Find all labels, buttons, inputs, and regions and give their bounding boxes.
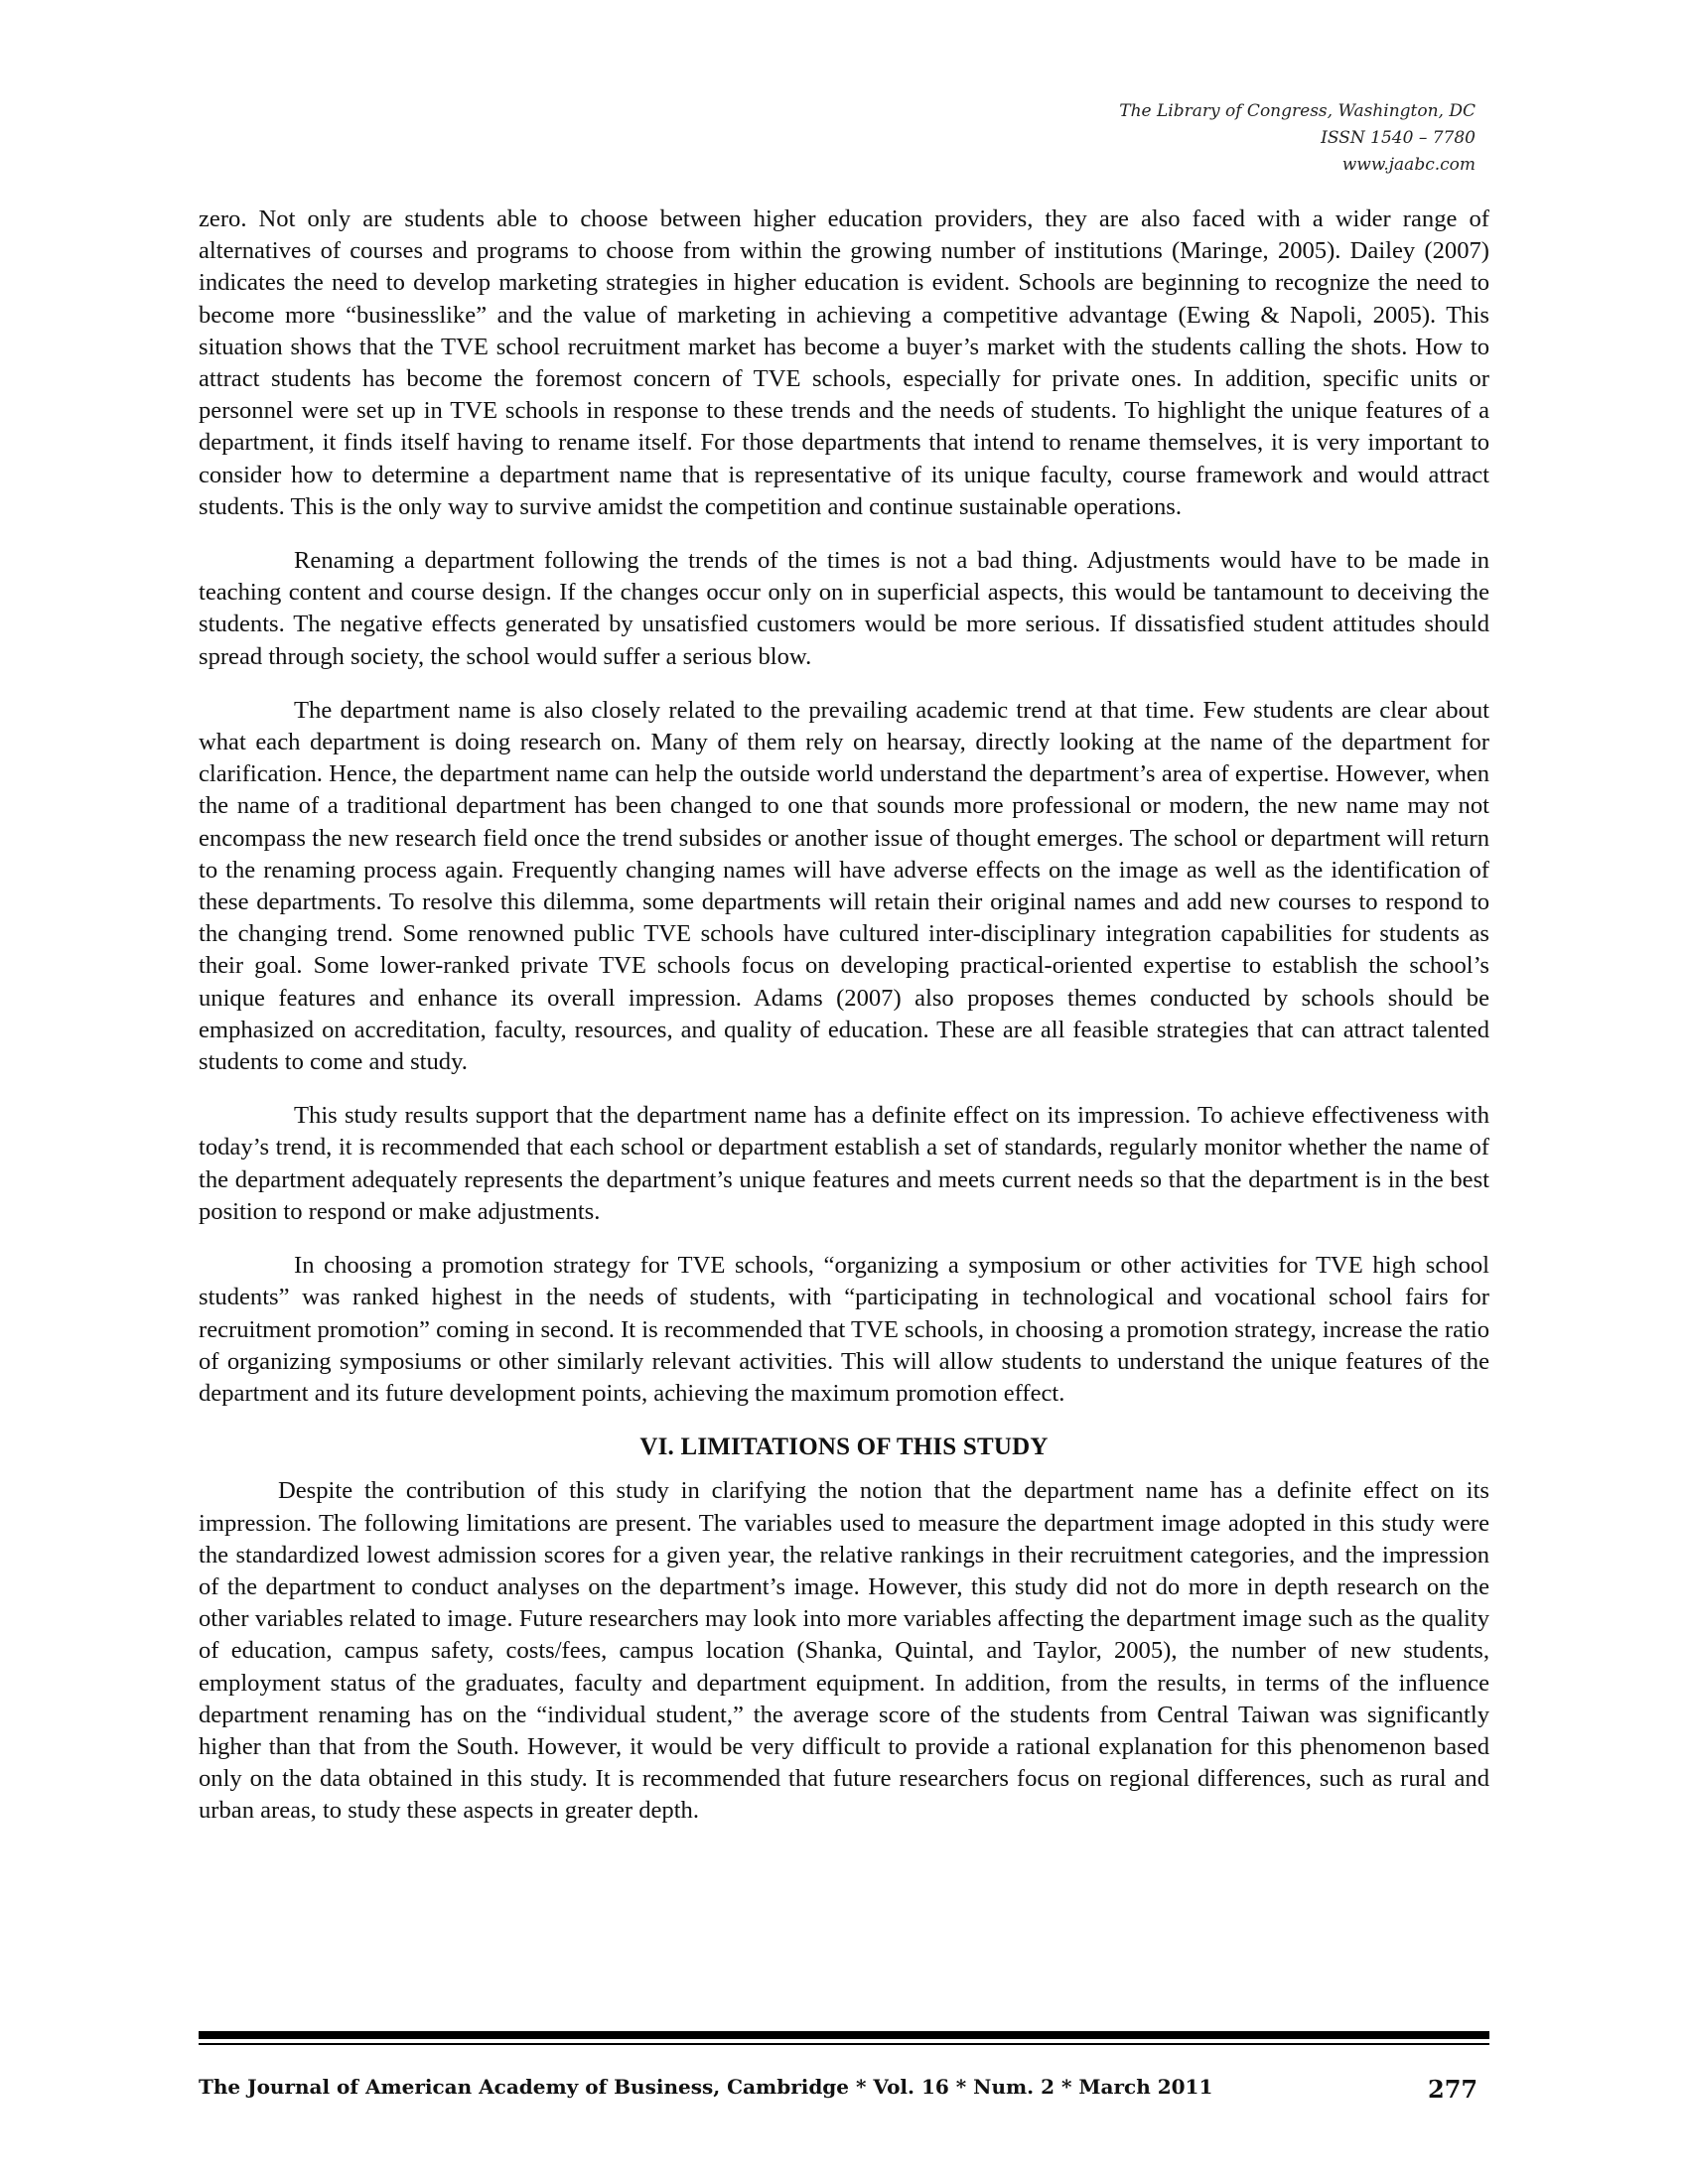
footer-rule-thick — [199, 2031, 1489, 2039]
body-paragraph-4: This study results support that the department name has a definite effect on its impression. To achieve effectiveness with today’s trend, it is recommended that each school or department establish a set of standards, regularly monitor whether the name of the department adequately represents the department’s unique features and meets current needs so that the department is in the best position to respond or make adjustments. — [199, 1102, 1489, 1225]
body-paragraph-2: Renaming a department following the trends of the times is not a bad thing. Adjustments would have to be made in teaching content and course design. If the changes occur only on in superficial aspects, this would be tantamount to deceiving the students. The negative effects generated by unsatisfied customers would be more serious. If dissatisfied student attitudes should spread through society, the school would suffer a serious blow. — [199, 547, 1489, 670]
footer-journal-citation: The Journal of American Academy of Business, Cambridge * Vol. 16 * Num. 2 * March 2011 — [199, 2075, 1213, 2099]
page-number: 277 — [1428, 2075, 1478, 2104]
body-paragraph-3: The department name is also closely related to the prevailing academic trend at that time. Few students are clear about what each department is doing research on. Many of them rely on hearsay, directly looking at the name of the department for clarification. Hence, the department name can help the outside world understand the department’s area of expertise. However, when the name of a traditional department has been changed to one that sounds more professional or modern, the new name may not encompass the new research field once the trend subsides or another issue of thought emerges. The school or department will return to the renaming process again. Frequently changing names will have adverse effects on the image as well as the identification of these departments. To resolve this dilemma, some departments will retain their original names and add new courses to respond to the changing trend. Some renowned public TVE schools have cultured inter-disciplinary integration capabilities for students as their goal. Some lower-ranked private TVE schools focus on developing practical-oriented expertise to establish the school’s unique features and enhance its overall impression. Adams (2007) also proposes themes conducted by schools should be emphasized on accreditation, faculty, resources, and quality of education. These are all feasible strategies that can attract talented students to come and study. — [199, 696, 1489, 1076]
section-paragraph: Despite the contribution of this study in clarifying the notion that the department name has a definite effect on its impression. The following limitations are present. The variables used to measure the department image adopted in this study were the standardized lowest admission scores for a given year, the relative rankings in their recruitment categories, and the impression of the department to conduct analyses on the department’s image. However, this study did not do more in depth research on the other variables related to image. Future researchers may look into more variables affecting the department image such as the quality of education, campus safety, costs/fees, campus location (Shanka, Quintal, and Taylor, 2005), the number of new students, employment status of the graduates, faculty and department equipment. In addition, from the results, in terms of the influence department renaming has on the “individual student,” the average score of the students from Central Taiwan was significantly higher than that from the South. However, it would be very difficult to provide a rational explanation for this phenomenon based only on the data obtained in this study. It is recommended that future researchers focus on regional differences, such as rural and urban areas, to study these aspects in greater depth. — [199, 1477, 1489, 1825]
header-publisher: The Library of Congress, Washington, DC — [1119, 101, 1476, 121]
body-paragraph-5: In choosing a promotion strategy for TVE schools, “organizing a symposium or other activities for TVE high school students” was ranked highest in the needs of students, with “participating in technological and vocational school fairs for recruitment promotion” coming in second. It is recommended that TVE schools, in choosing a promotion strategy, increase the ratio of organizing symposiums or other similarly relevant activities. This will allow students to understand the unique features of the department and its future development points, achieving the maximum promotion effect. — [199, 1252, 1489, 1407]
header-website: www.jaabc.com — [1341, 155, 1476, 175]
main-body — [199, 204, 1489, 1849]
footer-rule-thin — [199, 2043, 1489, 2045]
section-heading: VI. LIMITATIONS OF THIS STUDY — [639, 1433, 1049, 1461]
header-issn: ISSN 1540 – 7780 — [1321, 128, 1476, 148]
body-paragraph-1: zero. Not only are students able to choose between higher education providers, they are also faced with a wider range of alternatives of courses and programs to choose from within the growing number of institutions (Maringe, 2005). Dailey (2007) indicates the need to develop marketing strategies in higher education is evident. Schools are beginning to recognize the need to become more “businesslike” and the value of marketing in achieving a competitive advantage (Ewing & Napoli, 2005). This situation shows that the TVE school recruitment market has become a buyer’s market with the students calling the shots. How to attract students has become the foremost concern of TVE schools, especially for private ones. In addition, specific units or personnel were set up in TVE schools in response to these trends and the needs of students. To highlight the unique features of a department, it finds itself having to rename itself. For those departments that intend to rename themselves, it is very important to consider how to determine a department name that is representative of its unique faculty, course framework and would attract students. This is the only way to survive amidst the competition and continue sustainable operations. — [199, 205, 1489, 520]
running-header — [1119, 98, 1476, 179]
